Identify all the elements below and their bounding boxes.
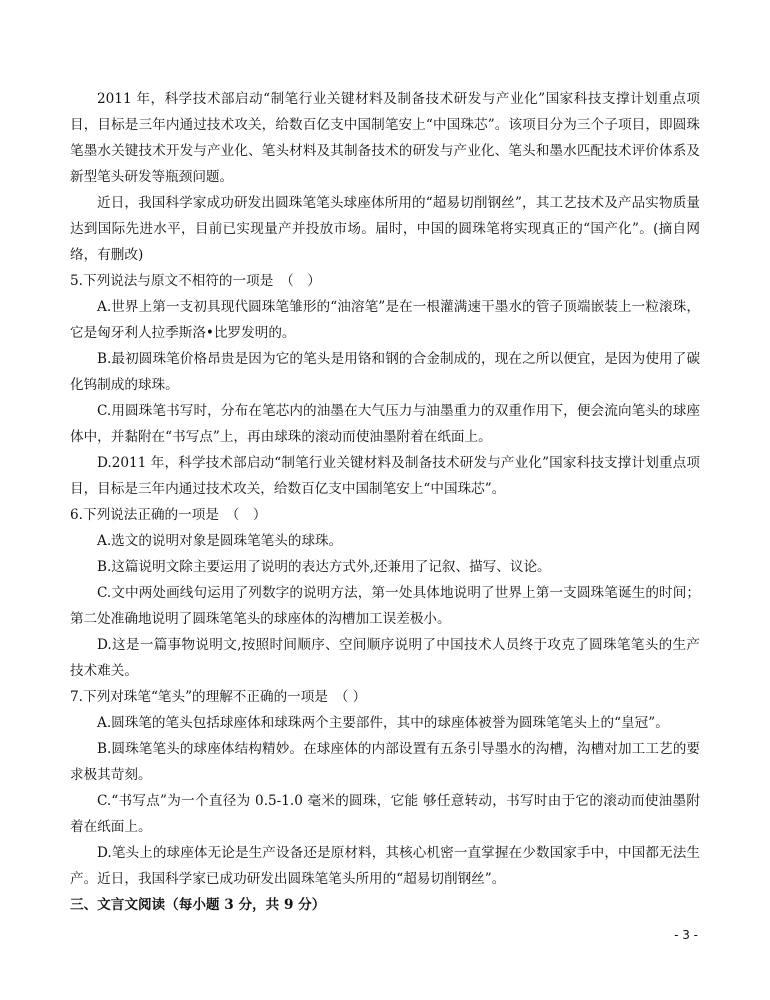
option-b: B.这篇说明文除主要运用了说明的表达方式外,还兼用了记叙、描写、议论。 (97, 559, 551, 575)
question-6 (70, 502, 700, 684)
option-a: A.选文的说明对象是圆珠笔笔头的球珠。 (97, 533, 343, 549)
option-c: C.“书写点”为一个直径为 0.5-1.0 毫米的圆珠，它能 够任意转动，书写时由于它的滚动而使油墨附着在纸面上。 (70, 793, 700, 835)
option-d: D.这是一篇事物说明文,按照时间顺序、空间顺序说明了中国技术人员终于攻克了圆珠笔笔头的生产技术难关。 (70, 637, 700, 679)
option-a: A.世界上第一支初具现代圆珠笔雏形的“油溶笔”是在一根灌满速干墨水的管子顶端嵌装上一粒滚珠，它是匈牙利人拉季斯洛•比罗发明的。 (70, 299, 700, 341)
option-a: A.圆珠笔的笔头包括球座体和球珠两个主要部件，其中的球座体被誉为圆珠笔笔头上的“皇冠”。 (97, 715, 669, 731)
option-b: B.圆珠笔笔头的球座体结构精妙。在球座体的内部设置有五条引导墨水的沟槽，沟槽对加工工艺的要求极其苛刻。 (70, 741, 700, 783)
passage-paragraph-2: 近日，我国科学家成功研发出圆珠笔笔头球座体所用的“超易切削钢丝”，其工艺技术及产品实物质量达到国际先进水平，目前已实现量产并投放市场。届时，中国的圆珠笔将实现真正的“国产化”。(摘自网络，有删改) (70, 195, 700, 263)
option-d: D.2011 年，科学技术部启动“制笔行业关键材料及制备技术研发与产业化”国家科技支撑计划重点项目，目标是三年内通过技术攻关，给数百亿支中国制笔安上“中国珠芯”。 (70, 455, 700, 497)
option-c: C.文中两处画线句运用了列数字的说明方法，第一处具体地说明了世界上第一支圆珠笔诞生的时间；第二处准确地说明了圆珠笔笔头的球座体的沟槽加工误差极小。 (70, 585, 700, 627)
page-number: - 3 - (674, 928, 698, 942)
section-heading: 三、文言文阅读（每小题 3 分，共 9 分） (70, 897, 326, 913)
option-b: B.最初圆珠笔价格昂贵是因为它的笔头是用铬和钢的合金制成的，现在之所以便宜，是因为使用了碳化钨制成的球珠。 (70, 351, 700, 393)
question-stem: 5.下列说法与原文不相符的一项是 （ ） (70, 273, 321, 289)
passage-paragraph-1: 2011 年，科学技术部启动“制笔行业关键材料及制备技术研发与产业化”国家科技支撑计划重点项目，目标是三年内通过技术攻关，给数百亿支中国制笔安上“中国珠芯”。该项目分为三个子项目，即圆珠笔墨水关键技术开发与产业化、笔头材料及其制备技术的研发与产业化、笔头和墨水匹配技术评价体系及新型笔头研发等瓶颈问题。 (70, 91, 700, 185)
option-d: D.笔头上的球座体无论是生产设备还是原材料，其核心机密一直掌握在少数国家手中，中国都无法生产。近日，我国科学家已成功研发出圆珠笔笔头所用的“超易切削钢丝”。 (70, 845, 700, 887)
question-7 (70, 684, 700, 892)
question-stem: 7.下列对珠笔“笔头”的理解不正确的一项是 （ ） (70, 689, 367, 705)
document-page (70, 86, 700, 918)
option-c: C.用圆珠笔书写时，分布在笔芯内的油墨在大气压力与油墨重力的双重作用下，便会流向笔头的球座体中，并黏附在“书写点”上，再由球珠的滚动而使油墨附着在纸面上。 (70, 403, 700, 445)
question-5 (70, 268, 700, 502)
question-stem: 6.下列说法正确的一项是 （ ） (70, 507, 267, 523)
